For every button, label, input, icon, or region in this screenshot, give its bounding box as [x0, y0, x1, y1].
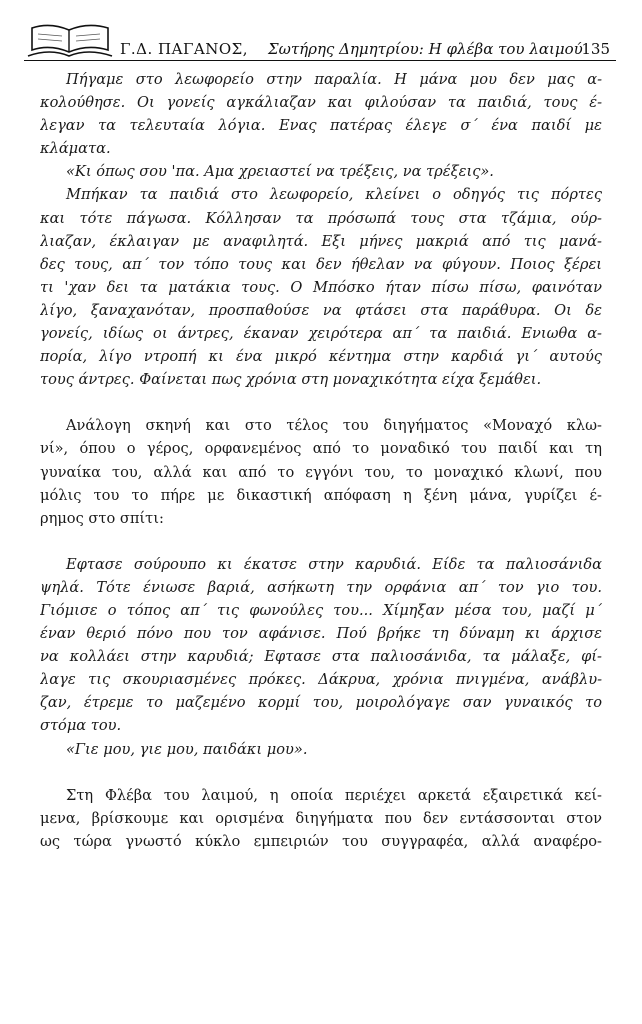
text-line: νί», όπου ο γέρος, ορφανεμένος από το μοναδικό του παιδί και τη	[40, 440, 602, 458]
text-line: και τότε πάγωσα. Κόλλησαν τα πρόσωπά τους στα τζάμια, ούρ-	[40, 209, 602, 227]
text-line: ως τώρα γνωστό κύκλο εμπειριών του συγγραφέα, αλλά αναφέρο-	[40, 832, 602, 850]
text-line: μόλις του το πήρε με δικαστική απόφαση η ξένη μάνα, γυρίζει έ-	[40, 486, 602, 504]
text-line: Γιόμισε ο τόπος απ΄ τις φωνούλες του... Χίμηξαν μέσα του, μαζί μ΄	[40, 601, 602, 619]
commentary-paragraph-2	[40, 784, 602, 853]
header-author: Γ.Δ. ΠΑΓΑΝΟΣ,	[120, 40, 248, 58]
text-line: ψηλά. Τότε ένιωσε βαριά, ασήκωτη την ορφάνια απ΄ τον γιο του.	[40, 578, 602, 596]
text-line: «Γιε μου, γιε μου, παιδάκι μου».	[66, 740, 308, 758]
text-line: λίγο, ξαναχανόταν, προσπαθούσε να φτάσει στα παράθυρα. Οι δε	[40, 301, 602, 319]
text-line: λιαζαν, έκλαιγαν με αναφιλητά. Εξι μήνες μακριά από τις μανά-	[40, 232, 602, 250]
text-line: τι 'χαν δει τα ματάκια τους. Ο Μπόσκο ήταν πίσω πίσω, φαινόταν	[40, 278, 602, 296]
text-line: λεγαν τα τελευταία λόγια. Ενας πατέρας έλεγε σ΄ ένα παιδί με	[40, 117, 602, 135]
text-line: «Κι όπως σου 'πα. Αμα χρειαστεί να τρέξεις, να τρέξεις».	[66, 163, 494, 181]
text-line: δες τους, απ΄ τον τόπο τους και δεν ήθελαν να φύγουν. Ποιος ξέρει	[40, 255, 602, 273]
text-line: Μπήκαν τα παιδιά στο λεωφορείο, κλείνει ο οδηγός τις πόρτες	[66, 186, 602, 204]
text-line: ρημος στο σπίτι:	[40, 509, 164, 527]
header-title: Σωτήρης Δημητρίου: Η φλέβα του λαιμού	[268, 40, 583, 58]
text-line: μενα, βρίσκουμε και ορισμένα διηγήματα που δεν εντάσσονται στον	[40, 809, 602, 827]
running-header	[22, 14, 618, 60]
text-line: έναν θεριό πόνο που τον αφάνισε. Πού βρήκε τη δύναμη κι άρχισε	[40, 625, 602, 643]
header-rule	[24, 60, 616, 61]
quote-block-1	[40, 68, 602, 391]
text-line: γυναίκα του, αλλά και από το εγγόνι του, το μοναχικό κλωνί, που	[40, 463, 602, 481]
text-line: κλάματα.	[40, 140, 111, 158]
page-number: 135	[581, 40, 610, 58]
commentary-paragraph-1	[40, 414, 602, 529]
text-line: Εφτασε σούρουπο κι έκατσε στην καρυδιά. Είδε τα παλιοσάνιδα	[66, 555, 602, 573]
text-line: ζαν, έτρεμε το μαζεμένο κορμί του, μοιρολόγαγε σαν γυναικός το	[40, 694, 602, 712]
text-line: Στη Φλέβα του λαιμού, η οποία περιέχει αρκετά εξαιρετικά κεί-	[66, 786, 602, 804]
quote-block-2	[40, 553, 602, 761]
text-line: γονείς, ιδίως οι άντρες, έκαναν χειρότερα απ΄ τα παιδιά. Ενιωθα α-	[40, 325, 602, 343]
open-book-icon	[26, 20, 114, 60]
text-line: να κολλάει στην καρυδιά; Εφτασε στα παλιοσάνιδα, τα μάλαξε, φί-	[40, 648, 602, 666]
text-line: λαγε τις σκουριασμένες πρόκες. Δάκρυα, χρόνια πνιγμένα, ανάβλυ-	[40, 671, 602, 689]
text-line: στόμα του.	[40, 717, 122, 735]
text-line: τους άντρες. Φαίνεται πως χρόνια στη μοναχικότητα είχα ξεμάθει.	[40, 371, 542, 389]
text-line: Πήγαμε στο λεωφορείο στην παραλία. Η μάνα μου δεν μας α-	[66, 71, 602, 88]
text-line: Ανάλογη σκηνή και στο τέλος του διηγήματος «Μοναχό κλω-	[66, 417, 602, 435]
text-line: κολούθησε. Οι γονείς αγκάλιαζαν και φιλούσαν τα παιδιά, τους έ-	[40, 94, 602, 112]
text-line: πορία, λίγο ντροπή κι ένα μικρό κέντημα στην καρδιά γι΄ αυτούς	[40, 348, 602, 366]
text-body	[40, 68, 602, 853]
